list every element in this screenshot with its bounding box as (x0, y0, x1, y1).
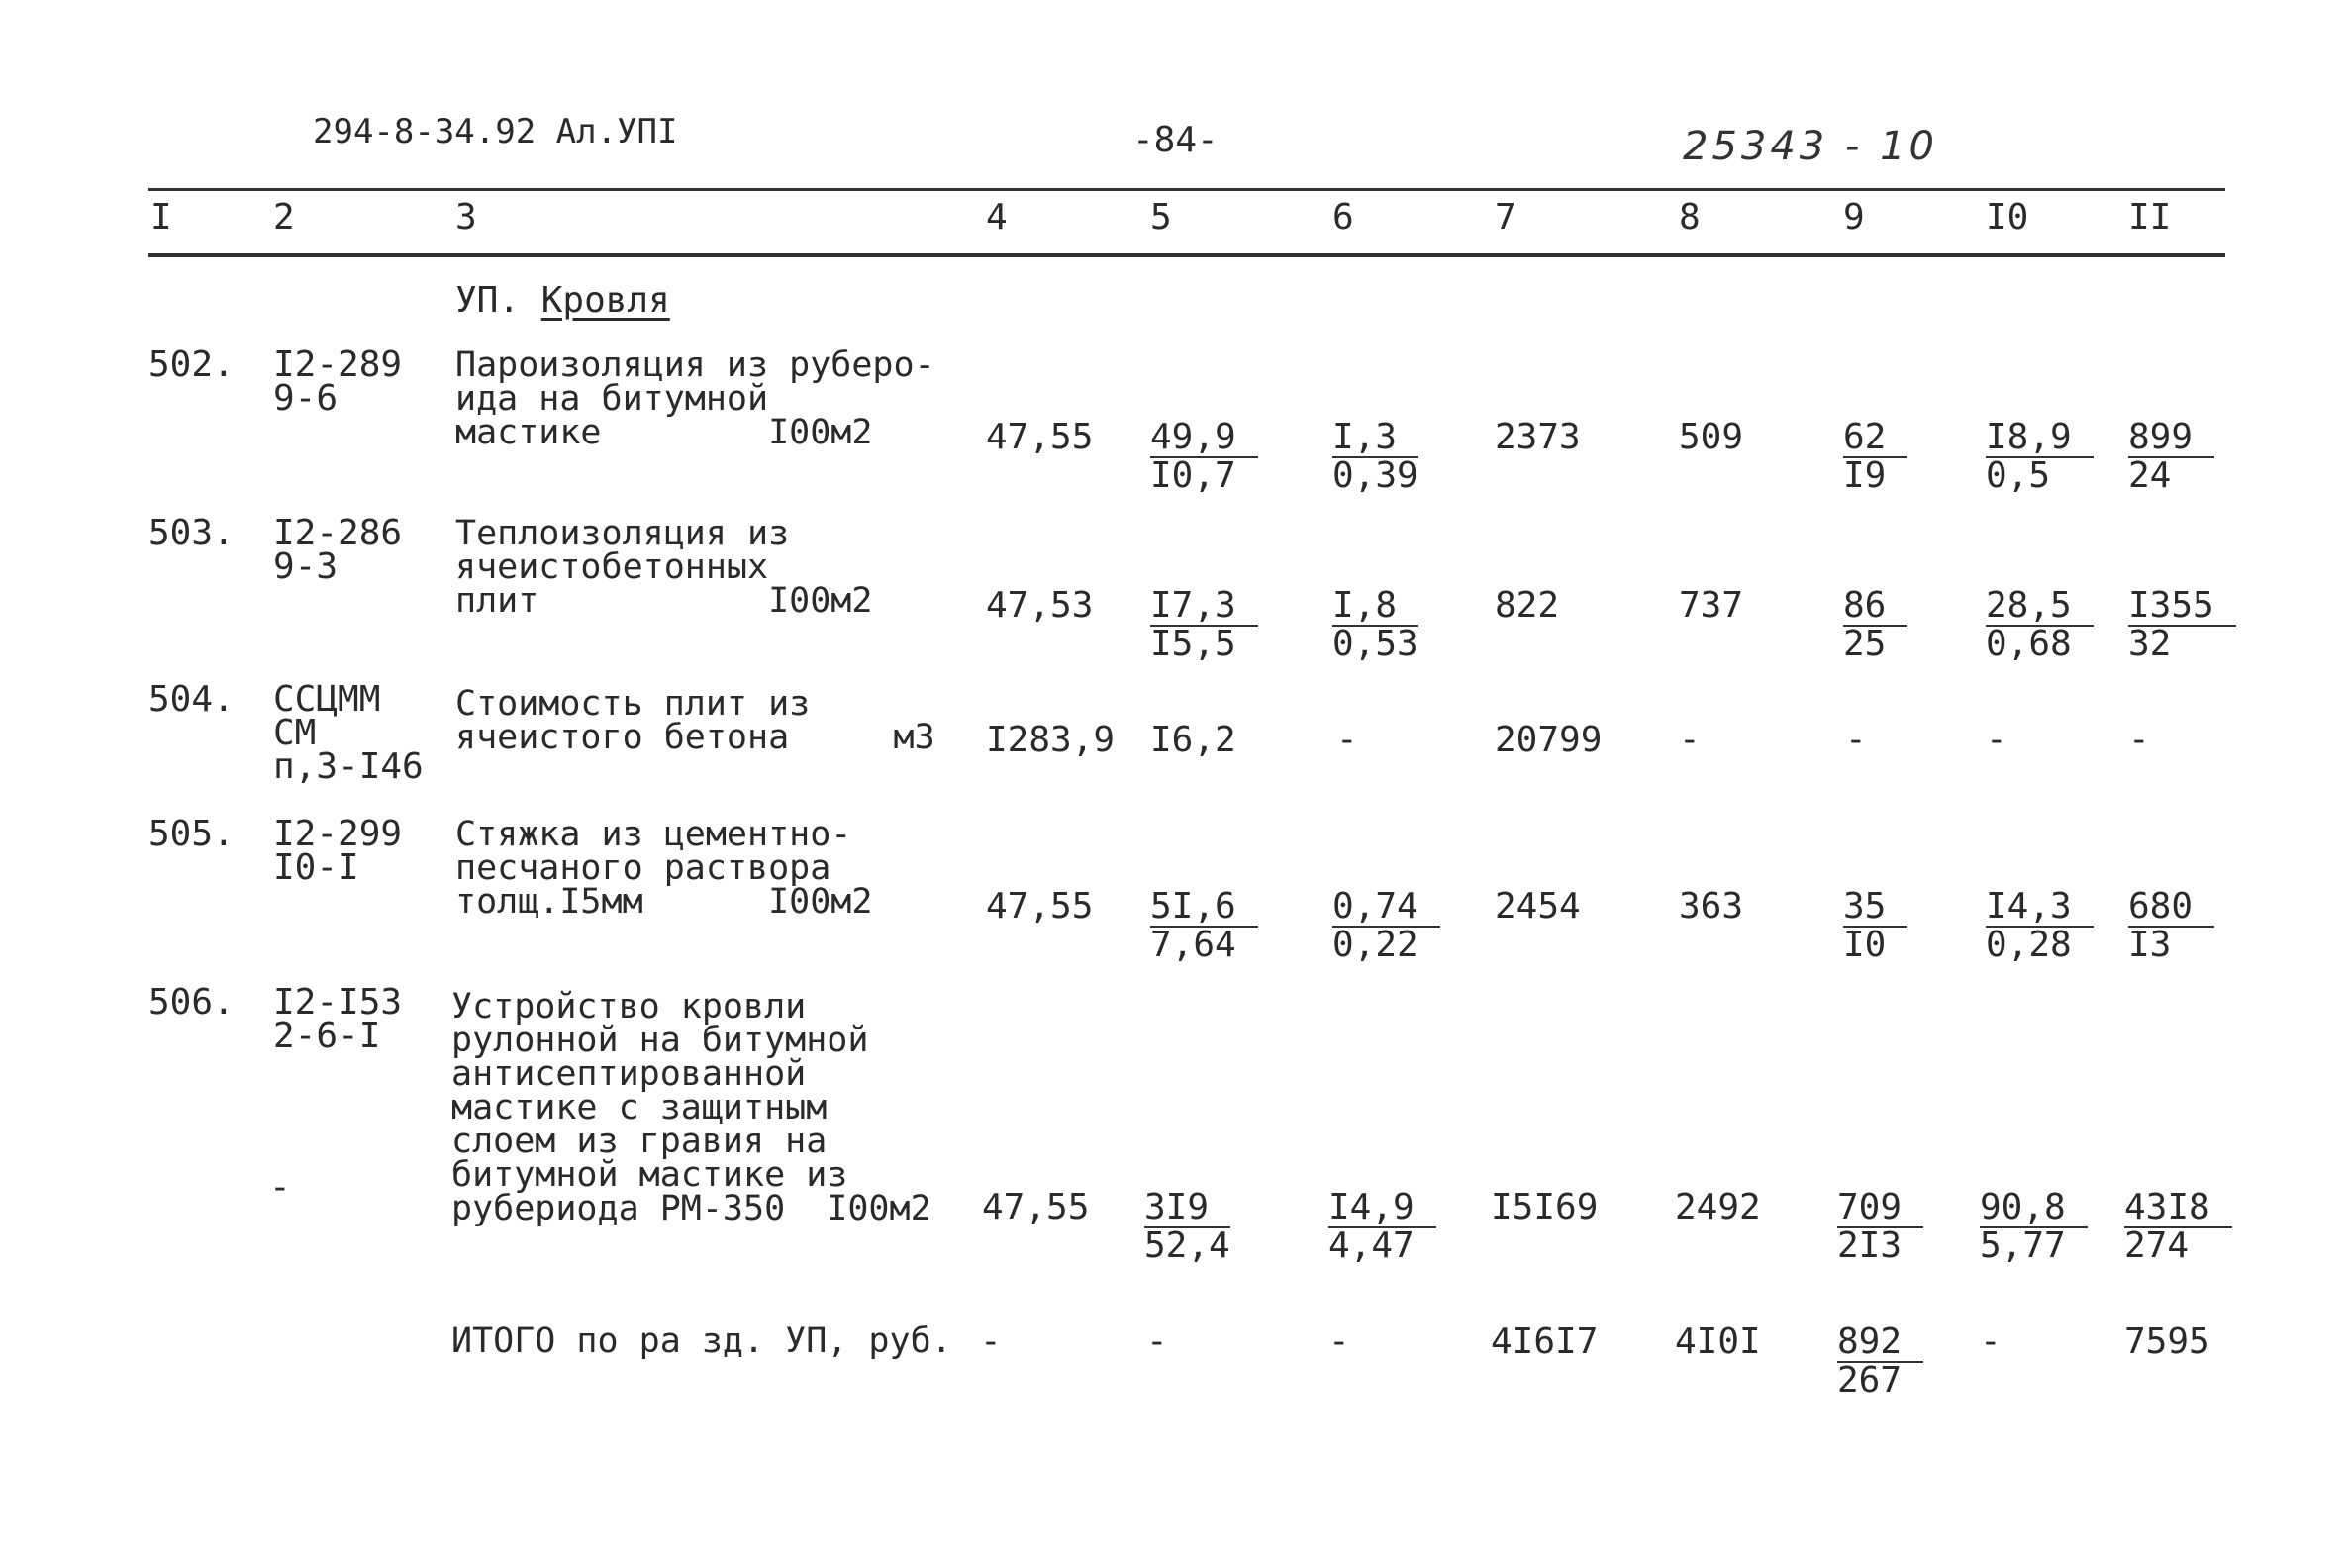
cell-col6 (1332, 585, 1418, 664)
rate-code-dash: - (269, 1167, 291, 1208)
column-header-2: 2 (273, 197, 295, 238)
row-number: 502. (148, 344, 235, 385)
desc-line: мастике I00м2 (455, 413, 873, 452)
work-description (455, 514, 873, 621)
fraction-top: I355 (2128, 588, 2236, 627)
fraction-bottom: 24 (2128, 455, 2172, 496)
fraction-bottom: I3 (2128, 925, 2172, 965)
fraction-top: 3I9 (1144, 1190, 1230, 1228)
cell-col4: I283,9 (986, 720, 1116, 760)
rate-code-line: 9-3 (273, 546, 339, 587)
cell-col6: - (1328, 1322, 1350, 1362)
fraction-bottom: I0 (1843, 925, 1887, 965)
fraction-top: I7,3 (1150, 588, 1258, 627)
desc-line: Стоимость плит из (455, 684, 811, 724)
cell-col8: - (1679, 720, 1701, 760)
fraction-top: 62 (1843, 420, 1907, 458)
rate-code (273, 982, 403, 1056)
cell-col6 (1328, 1187, 1436, 1266)
desc-line: рулонной на битумной (451, 1021, 869, 1060)
cell-col8: 509 (1679, 417, 1744, 457)
cell-col5: - (1146, 1322, 1168, 1362)
work-description (455, 815, 873, 922)
cell-col6 (1332, 417, 1418, 496)
rate-code-line: ССЦММ (273, 679, 381, 720)
rate-code (273, 344, 403, 419)
section-name: Кровля (540, 280, 670, 321)
fraction-top: 43I8 (2124, 1190, 2232, 1228)
fraction-top: I4,3 (1986, 889, 2094, 928)
cell-col8: 4I0I (1675, 1322, 1761, 1362)
cell-col11 (2128, 886, 2214, 965)
rate-code-line: I2-299 (273, 814, 403, 854)
desc-line: битумной мастике из (451, 1155, 848, 1195)
desc-line: ида на битумной (455, 379, 769, 419)
rate-code-line: п,3-I46 (273, 746, 424, 787)
fraction-bottom: 32 (2128, 624, 2172, 664)
desc-line: Стяжка из цементно- (455, 815, 852, 854)
column-header-3: 3 (455, 197, 477, 238)
page-number: -84- (1132, 120, 1219, 160)
fraction-bottom: 25 (1843, 624, 1887, 664)
fraction-top: 49,9 (1150, 420, 1258, 458)
cell-col11 (2128, 585, 2236, 664)
cell-col10 (1986, 417, 2094, 496)
desc-line: ячеистобетонных (455, 547, 769, 587)
table-header-rule (148, 253, 2225, 257)
fraction-top: 899 (2128, 420, 2214, 458)
handwritten-number: 25343 - 10 (1683, 124, 1939, 169)
desc-line: слоем из гравия на (451, 1122, 828, 1161)
document-code: 294-8-34.92 Ал.УПI (313, 112, 678, 151)
cell-col4: 47,55 (986, 886, 1094, 927)
cell-col7: 822 (1495, 585, 1560, 626)
rate-code (273, 814, 403, 888)
cell-col11: - (2128, 720, 2150, 760)
cell-col9 (1843, 417, 1907, 496)
fraction-top: 709 (1837, 1190, 1923, 1228)
fraction-bottom: 7,64 (1150, 925, 1236, 965)
fraction-top: 680 (2128, 889, 2214, 928)
cell-col9 (1837, 1187, 1923, 1266)
fraction-top: 86 (1843, 588, 1907, 627)
desc-line: антисептированной (451, 1054, 807, 1094)
total-label: ИТОГО по ра зд. УП, руб. (451, 1322, 952, 1361)
rate-code-line: СМ (273, 713, 317, 753)
desc-line: песчаного раствора (455, 848, 831, 888)
column-header-11: II (2128, 197, 2172, 238)
cell-col5 (1150, 886, 1258, 965)
desc-line: Пароизоляция из руберо- (455, 345, 935, 385)
desc-line: ячеистого бетона м3 (455, 718, 935, 757)
cell-col10 (1986, 886, 2094, 965)
cell-col8: 363 (1679, 886, 1744, 927)
desc-line: толщ.I5мм I00м2 (455, 882, 873, 922)
fraction-top: I4,9 (1328, 1190, 1436, 1228)
fraction-top: 28,5 (1986, 588, 2094, 627)
column-header-1: I (150, 197, 172, 238)
cell-col6 (1332, 886, 1440, 965)
cell-col10: - (1980, 1322, 2002, 1362)
table-top-rule (148, 188, 2225, 191)
rate-code-line: I2-I53 (273, 982, 403, 1023)
column-header-6: 6 (1332, 197, 1354, 238)
cell-col9 (1843, 886, 1907, 965)
cell-col11: 7595 (2124, 1322, 2210, 1362)
fraction-top: I,3 (1332, 420, 1418, 458)
cell-col9 (1837, 1324, 1923, 1399)
desc-line: Устройство кровли (451, 987, 807, 1027)
fraction-bottom: 5,77 (1980, 1225, 2066, 1266)
fraction-top: 0,74 (1332, 889, 1440, 928)
rate-code (273, 513, 403, 587)
fraction-bottom: 0,5 (1986, 455, 2051, 496)
rate-code-line: I2-286 (273, 513, 403, 553)
cell-col5: I6,2 (1150, 720, 1236, 760)
cell-col5 (1150, 585, 1258, 664)
desc-line: Теплоизоляция из (455, 514, 790, 553)
work-description (455, 345, 935, 452)
column-header-9: 9 (1843, 197, 1865, 238)
rate-code-line: I2-289 (273, 344, 403, 385)
row-number: 504. (148, 679, 235, 720)
fraction-bottom: 267 (1837, 1360, 1903, 1401)
cell-col9: - (1845, 720, 1867, 760)
fraction-top: 892 (1837, 1324, 1923, 1363)
fraction-bottom: 0,28 (1986, 925, 2072, 965)
cell-col10 (1986, 585, 2094, 664)
desc-line: мастике с защитным (451, 1088, 828, 1127)
fraction-bottom: I5,5 (1150, 624, 1236, 664)
cell-col4: 47,55 (982, 1187, 1090, 1227)
cell-col4: 47,55 (986, 417, 1094, 457)
rate-code-line: 2-6-I (273, 1016, 381, 1056)
cell-col11 (2128, 417, 2214, 496)
rate-code-line: 9-6 (273, 378, 339, 419)
fraction-bottom: I9 (1843, 455, 1887, 496)
fraction-top: 5I,6 (1150, 889, 1258, 928)
cell-col11 (2124, 1187, 2232, 1266)
column-header-8: 8 (1679, 197, 1701, 238)
fraction-bottom: I0,7 (1150, 455, 1236, 496)
rate-code-line: I0-I (273, 847, 359, 888)
section-title (455, 280, 670, 321)
fraction-top: 35 (1843, 889, 1907, 928)
column-header-4: 4 (986, 197, 1008, 238)
cell-col7: 4I6I7 (1491, 1322, 1599, 1362)
cell-col8: 2492 (1675, 1187, 1761, 1227)
cell-col4: - (980, 1322, 1002, 1362)
fraction-bottom: 2I3 (1837, 1225, 1903, 1266)
fraction-bottom: 4,47 (1328, 1225, 1415, 1266)
desc-line: плит I00м2 (455, 581, 873, 621)
work-description (455, 684, 935, 757)
cell-col8: 737 (1679, 585, 1744, 626)
fraction-top: I8,9 (1986, 420, 2094, 458)
fraction-bottom: 52,4 (1144, 1225, 1230, 1266)
fraction-top: I,8 (1332, 588, 1418, 627)
row-number: 506. (148, 982, 235, 1023)
cell-col4: 47,53 (986, 585, 1094, 626)
fraction-bottom: 274 (2124, 1225, 2190, 1266)
row-number: 505. (148, 814, 235, 854)
cell-col7: 20799 (1495, 720, 1603, 760)
cell-col7: I5I69 (1491, 1187, 1599, 1227)
column-header-10: I0 (1986, 197, 2029, 238)
section-prefix: УП. (455, 280, 521, 321)
cell-col5 (1150, 417, 1258, 496)
rate-code (273, 679, 424, 787)
desc-line: рубериода РМ-350 I00м2 (451, 1189, 931, 1228)
column-header-5: 5 (1150, 197, 1172, 238)
cell-col7: 2373 (1495, 417, 1581, 457)
column-header-7: 7 (1495, 197, 1516, 238)
fraction-bottom: 0,39 (1332, 455, 1418, 496)
cell-col7: 2454 (1495, 886, 1581, 927)
fraction-top: 90,8 (1980, 1190, 2088, 1228)
fraction-bottom: 0,53 (1332, 624, 1418, 664)
fraction-bottom: 0,22 (1332, 925, 1418, 965)
cell-col6: - (1336, 720, 1358, 760)
cell-col10 (1980, 1187, 2088, 1266)
work-description (451, 987, 931, 1228)
row-number: 503. (148, 513, 235, 553)
cell-col5 (1144, 1187, 1230, 1266)
fraction-bottom: 0,68 (1986, 624, 2072, 664)
cell-col10: - (1986, 720, 2007, 760)
cell-col9 (1843, 585, 1907, 664)
